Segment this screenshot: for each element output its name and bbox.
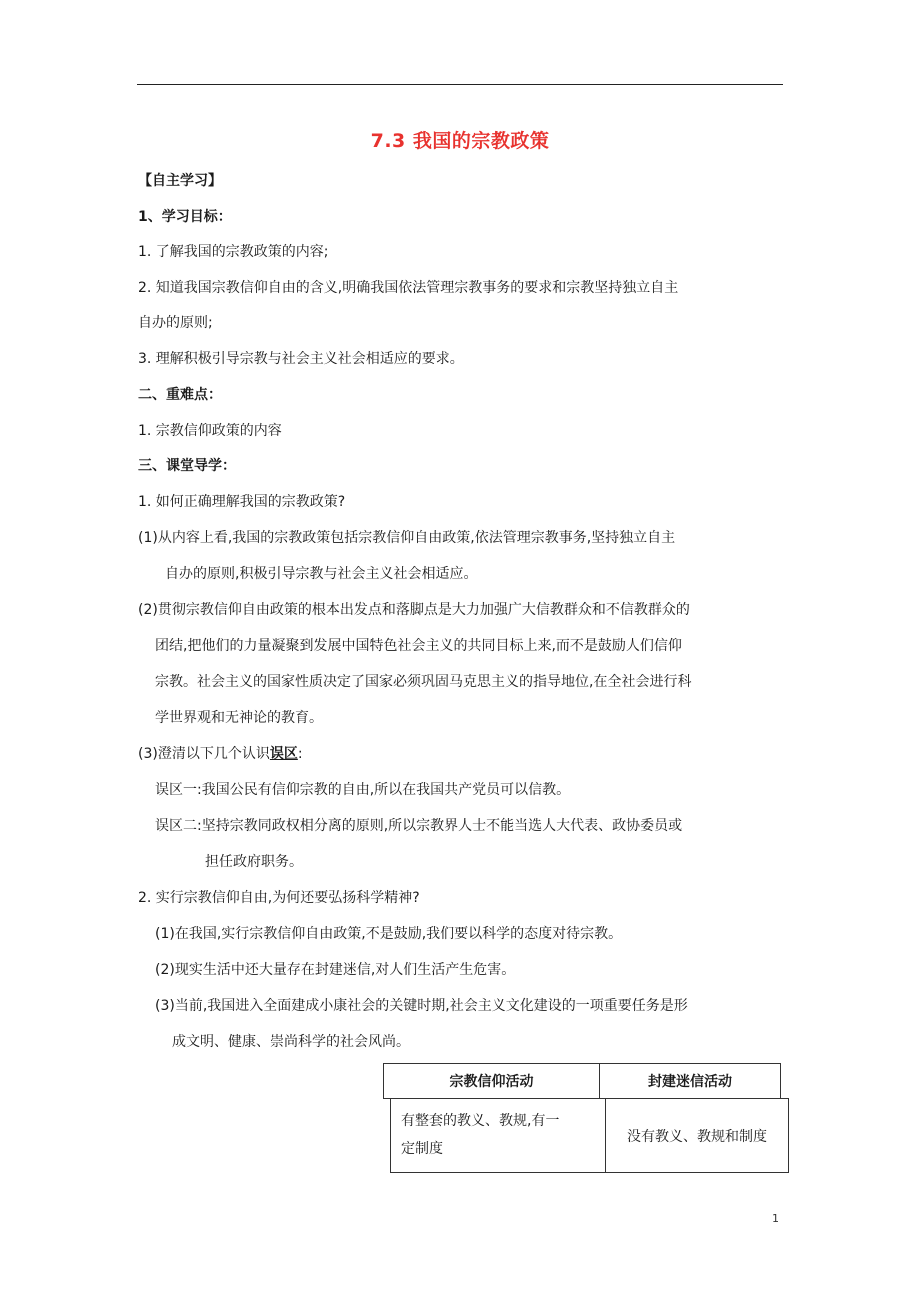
page-title: 7.3 我国的宗教政策 bbox=[370, 130, 550, 152]
q2-para-2: (2)现实生活中还大量存在封建迷信,对人们生活产生危害。 bbox=[155, 962, 516, 978]
header-rule bbox=[137, 84, 783, 85]
question-2: 2. 实行宗教信仰自由,为何还要弘扬科学精神? bbox=[138, 890, 420, 906]
table-header-superstition: 封建迷信活动 bbox=[648, 1074, 732, 1090]
key-heading: 二、重难点： bbox=[138, 387, 222, 403]
goal-3: 3. 理解积极引导宗教与社会主义社会相适应的要求。 bbox=[138, 351, 464, 367]
question-1: 1. 如何正确理解我国的宗教政策? bbox=[138, 494, 346, 510]
key-1: 1. 宗教信仰政策的内容 bbox=[138, 423, 282, 439]
guide-heading: 三、课堂导学： bbox=[138, 458, 236, 474]
section-self-study: 【自主学习】 bbox=[138, 173, 222, 189]
q2-para-3-line-2: 成文明、健康、崇尚科学的社会风尚。 bbox=[172, 1034, 410, 1050]
q1-para-2-line-2: 团结,把他们的力量凝聚到发展中国特色社会主义的共同目标上来,而不是鼓励人们信仰 bbox=[155, 638, 682, 654]
goal-2-line-1: 2. 知道我国宗教信仰自由的含义,明确我国依法管理宗教事务的要求和宗教坚持独立自主 bbox=[138, 280, 679, 296]
myth-1: 误区一:我国公民有信仰宗教的自由,所以在我国共产党员可以信教。 bbox=[155, 782, 571, 798]
q2-para-1: (1)在我国,实行宗教信仰自由政策,不是鼓励,我们要以科学的态度对待宗教。 bbox=[155, 926, 623, 942]
comparison-table-row bbox=[390, 1098, 789, 1173]
table-cell-religious bbox=[391, 1099, 606, 1172]
comparison-table-header bbox=[383, 1063, 781, 1099]
q1-para-3-emphasis: 误区 bbox=[269, 746, 298, 762]
q2-para-3-line-1: (3)当前,我国进入全面建成小康社会的关键时期,社会主义文化建设的一项重要任务是形 bbox=[155, 998, 688, 1014]
myth-2-line-2: 担任政府职务。 bbox=[205, 854, 303, 870]
table-cell-religious-line-2: 定制度 bbox=[401, 1141, 443, 1157]
q1-para-2-line-1: (2)贯彻宗教信仰自由政策的根本出发点和落脚点是大力加强广大信教群众和不信教群众的 bbox=[138, 602, 690, 618]
page-number: 1 bbox=[772, 1212, 779, 1225]
table-cell-superstition: 没有教义、教规和制度 bbox=[627, 1128, 767, 1145]
q1-para-3 bbox=[138, 744, 303, 764]
myth-2-line-1: 误区二:坚持宗教同政权相分离的原则,所以宗教界人士不能当选人大代表、政协委员或 bbox=[155, 818, 683, 834]
goal-2-line-2: 自办的原则; bbox=[138, 315, 213, 331]
q1-para-1-line-2: 自办的原则,积极引导宗教与社会主义社会相适应。 bbox=[165, 566, 478, 582]
q1-para-1-line-1: (1)从内容上看,我国的宗教政策包括宗教信仰自由政策,依法管理宗教事务,坚持独立自主 bbox=[138, 530, 676, 546]
q1-para-2-line-4: 学世界观和无神论的教育。 bbox=[155, 710, 323, 726]
table-header-religious: 宗教信仰活动 bbox=[384, 1064, 600, 1098]
goals-heading: 1、学习目标： bbox=[138, 209, 232, 225]
q1-para-3-suffix: : bbox=[297, 746, 303, 762]
q1-para-3-prefix: (3)澄清以下几个认识 bbox=[138, 746, 270, 762]
goal-1: 1. 了解我国的宗教政策的内容; bbox=[138, 244, 329, 260]
q1-para-2-line-3: 宗教。社会主义的国家性质决定了国家必须巩固马克思主义的指导地位,在全社会进行科 bbox=[155, 674, 692, 690]
table-cell-religious-line-1: 有整套的教义、教规,有一 bbox=[401, 1113, 560, 1129]
